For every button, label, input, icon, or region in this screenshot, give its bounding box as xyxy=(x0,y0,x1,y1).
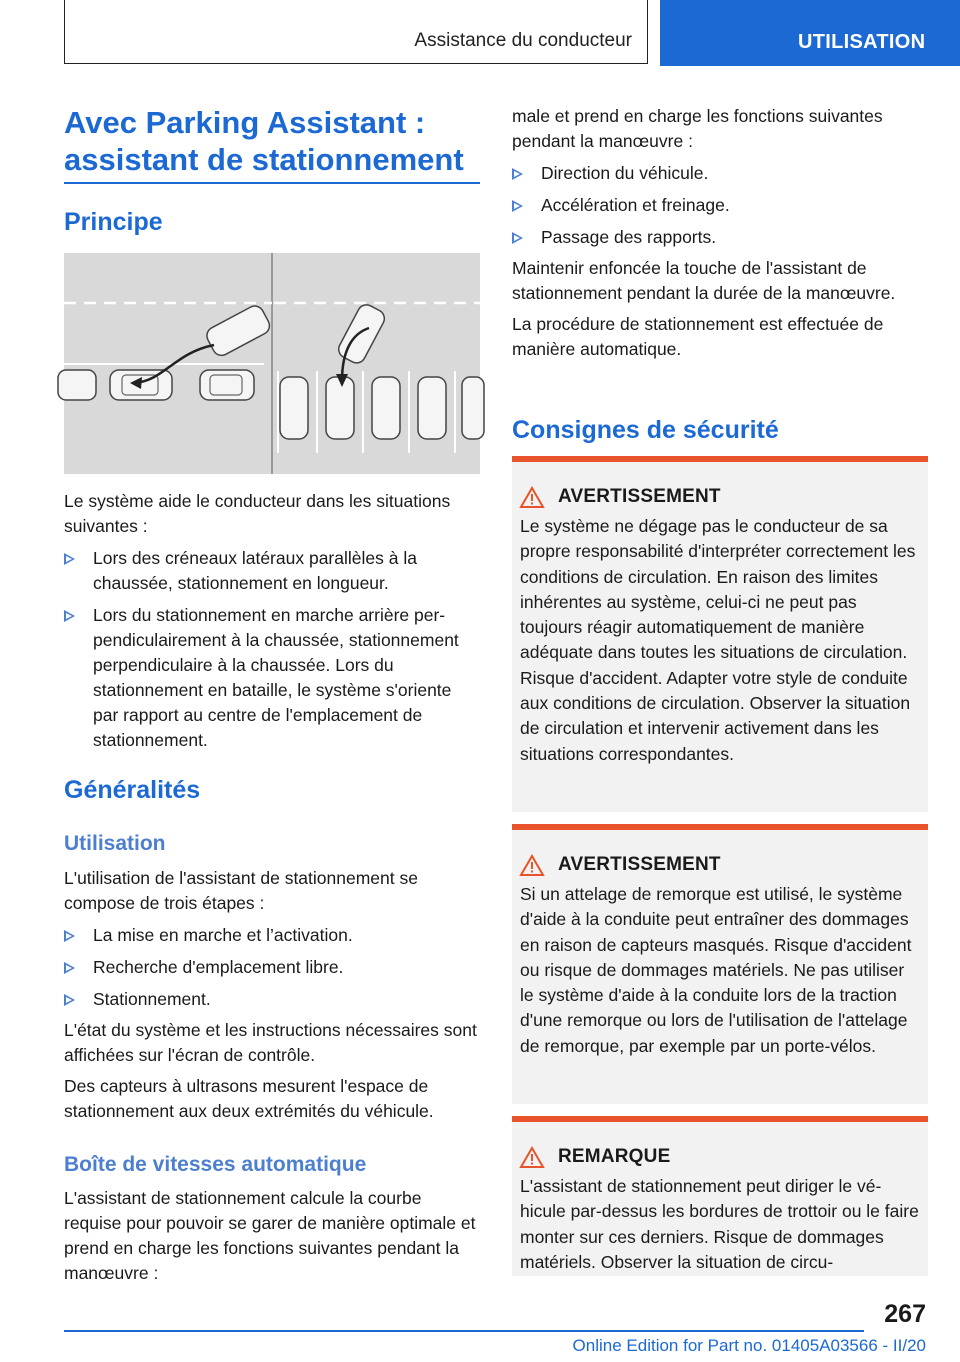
footer-edition: Online Edition for Part no. 01405A03566 - II/20 xyxy=(572,1336,926,1355)
note-text: L'assistant de stationnement peut diriger le véhicule par-dessus les bordures de trottoir ou le faire monter sur ces derniers. Risque de dommages matériels. Observer la situation de circu- xyxy=(520,1176,919,1272)
list-item: Lors des créneaux latéraux parallèles à la chaussée, stationnement en longueur. xyxy=(64,546,480,596)
warning-text: Si un attelage de remorque est utilisé, le système d'aide à la conduite peut entraîner des dommages en raison de capteurs masqués. Risque d'accident ou risque de dommages matériels. Ne pas utiliser le système d'aide à la conduite lors de la traction d'une remorque ou lors de l'utilisation de l'attelage de remorque, par exemple par un porte-vélos. xyxy=(520,884,912,1056)
warning-triangle-icon xyxy=(520,486,544,508)
parking-illustration xyxy=(64,253,480,474)
list-item: Recherche d'emplacement libre. xyxy=(64,955,480,980)
page-title: Avec Parking Assistant : assistant de stationnement xyxy=(64,105,464,177)
heading-generalites: Généralités xyxy=(64,776,201,804)
warning-title: AVERTISSEMENT xyxy=(558,854,721,875)
warning-triangle-icon xyxy=(520,854,544,876)
bullet-triangle-icon xyxy=(64,962,75,974)
heading-utilisation: Utilisation xyxy=(64,832,166,855)
header-tab-label: UTILISATION xyxy=(798,31,926,53)
list-item: La mise en marche et l’activation. xyxy=(64,923,480,948)
warning-title: AVERTISSEMENT xyxy=(558,486,721,507)
utilisation-paragraph: Des capteurs à ultrasons mesurent l'espace de stationnement aux deux extrémités du véhicule. xyxy=(64,1076,434,1121)
boite-paragraph-end: male et prend en charge les fonctions suivantes pendant la manœuvre : xyxy=(512,106,883,151)
header-tab xyxy=(660,0,960,66)
header-section-title: Assistance du conducteur xyxy=(414,30,632,51)
warning-box xyxy=(512,824,928,1104)
principe-intro: Le système aide le conducteur dans les situations suivantes : xyxy=(64,491,451,536)
bullet-triangle-icon xyxy=(512,232,523,244)
boite-paragraph: Maintenir enfoncée la touche de l'assistant de stationnement pendant la durée de la manœuvre. xyxy=(512,258,896,303)
bullet-triangle-icon xyxy=(512,200,523,212)
heading-principe: Principe xyxy=(64,208,163,236)
boite-paragraph: La procédure de stationnement est effectuée de manière automatique. xyxy=(512,314,884,359)
utilisation-section xyxy=(64,866,480,1124)
heading-boite-automatique: Boîte de vitesses automatique xyxy=(64,1153,367,1176)
heading-consignes: Consignes de sécurité xyxy=(512,416,779,444)
list-item: Accélération et freinage. xyxy=(512,193,930,218)
boite-continued xyxy=(512,104,930,362)
warning-box xyxy=(512,456,928,812)
bullet-triangle-icon xyxy=(64,610,75,622)
list-item: Stationnement. xyxy=(64,987,480,1012)
bullet-triangle-icon xyxy=(64,553,75,565)
list-item: Passage des rapports. xyxy=(512,225,930,250)
boite-paragraph-start: L'assistant de stationnement calcule la courbe requise pour pouvoir se garer de manière optimale et prend en charge les fonctions suivantes pendant la manœuvre : xyxy=(64,1188,476,1283)
note-title: REMARQUE xyxy=(558,1146,671,1167)
utilisation-intro: L'utilisation de l'assistant de stationnement se compose de trois étapes : xyxy=(64,868,418,913)
bullet-triangle-icon xyxy=(64,994,75,1006)
warning-triangle-icon xyxy=(520,1146,544,1168)
warning-text: Le système ne dégage pas le conducteur de sa propre responsabilité d'interpréter correctement les conditions de circulation. En raison des limites inhérentes au système, celui-ci ne peut pas toujours réagir automatiquement de manière adéquate dans toutes les situations de circulation. Risque d'accident. Adapter votre style de conduite aux conditions de circulation. Observer la situation de circulation et intervenir activement dans les situations correspondantes. xyxy=(520,516,916,764)
footer-rule xyxy=(64,1330,864,1332)
list-item: Lors du stationnement en marche arrière perpendiculairement à la chaussée, stationnement perpendiculaire à la chaussée. Lors du stationnement en bataille, le système s'oriente par rapport au centre de l'emplacement de stationnement. xyxy=(64,603,480,753)
bullet-triangle-icon xyxy=(512,168,523,180)
utilisation-paragraph: L'état du système et les instructions nécessaires sont affichées sur l'écran de contrôle. xyxy=(64,1020,477,1065)
note-box xyxy=(512,1116,928,1276)
page-number: 267 xyxy=(884,1300,926,1328)
principe-section xyxy=(64,489,480,753)
title-rule xyxy=(64,182,480,184)
list-item: Direction du véhicule. xyxy=(512,161,930,186)
bullet-triangle-icon xyxy=(64,930,75,942)
